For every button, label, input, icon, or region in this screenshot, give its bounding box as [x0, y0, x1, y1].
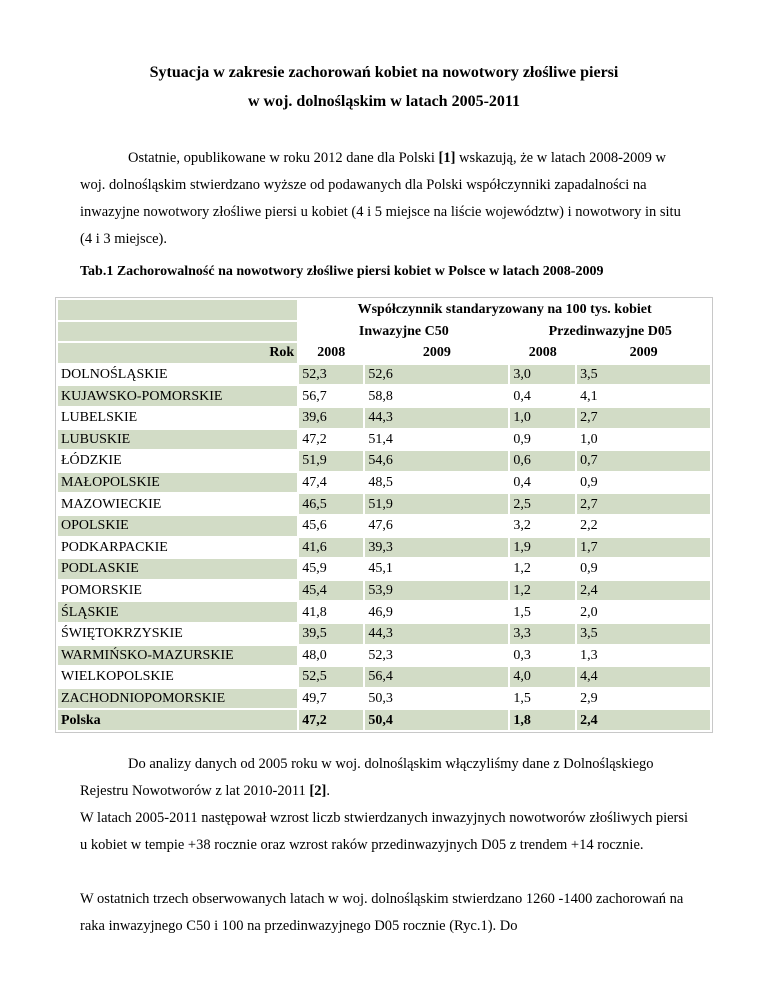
value-cell: 2,7 [577, 408, 710, 428]
value-cell: 49,7 [299, 689, 363, 709]
region-name: PODLASKIE [58, 559, 297, 579]
value-cell: 3,5 [577, 624, 710, 644]
value-cell: 53,9 [365, 581, 508, 601]
region-name: MAŁOPOLSKIE [58, 473, 297, 493]
value-cell: 46,5 [299, 494, 363, 514]
value-cell: 54,6 [365, 451, 508, 471]
value-cell: 2,5 [510, 494, 575, 514]
table-row [58, 689, 710, 709]
header-blank [58, 322, 297, 342]
value-cell: 1,0 [577, 430, 710, 450]
value-cell: 3,2 [510, 516, 575, 536]
analysis-text-end: . [326, 783, 330, 799]
table-row [58, 430, 710, 450]
trend-paragraph: W latach 2005-2011 następował wzrost liczb stwierdzanych inwazyjnych nowotworów złośliwych piersi u kobiet w tempie +38 rocznie oraz wzrost raków przedinwazyjnych D05 z trendem +14 rocznie. [80, 810, 689, 853]
value-cell: 51,9 [365, 494, 508, 514]
table-row [58, 494, 710, 514]
header-group-preinvasive: Przedinwazyjne D05 [510, 322, 710, 342]
value-cell: 48,5 [365, 473, 508, 493]
value-cell: 44,3 [365, 624, 508, 644]
value-cell: 2,4 [577, 710, 710, 730]
value-cell: 0,9 [577, 559, 710, 579]
value-cell: 39,3 [365, 538, 508, 558]
value-cell: 52,6 [365, 365, 508, 385]
region-name: ZACHODNIOPOMORSKIE [58, 689, 297, 709]
value-cell: 45,4 [299, 581, 363, 601]
value-cell: 4,4 [577, 667, 710, 687]
table-row-total [58, 710, 710, 730]
value-cell: 3,0 [510, 365, 575, 385]
value-cell: 0,6 [510, 451, 575, 471]
value-cell: 50,3 [365, 689, 508, 709]
value-cell: 47,2 [299, 710, 363, 730]
header-blank [58, 300, 297, 320]
value-cell: 2,0 [577, 602, 710, 622]
table-row [58, 624, 710, 644]
value-cell: 45,9 [299, 559, 363, 579]
value-cell: 50,4 [365, 710, 508, 730]
table-row [58, 559, 710, 579]
value-cell: 2,2 [577, 516, 710, 536]
value-cell: 45,1 [365, 559, 508, 579]
analysis-paragraph [80, 751, 690, 805]
value-cell: 47,2 [299, 430, 363, 450]
value-cell: 52,3 [299, 365, 363, 385]
region-name: DOLNOŚLĄSKIE [58, 365, 297, 385]
value-cell: 46,9 [365, 602, 508, 622]
region-name: ŚLĄSKIE [58, 602, 297, 622]
value-cell: 0,7 [577, 451, 710, 471]
value-cell: 56,4 [365, 667, 508, 687]
intro-paragraph [80, 145, 690, 253]
value-cell: 52,3 [365, 646, 508, 666]
value-cell: 2,7 [577, 494, 710, 514]
recent-years-paragraph: W ostatnich trzech obserwowanych latach w woj. dolnośląskim stwierdzano 1260 -1400 zachorowań na raka inwazyjnego C50 i 100 na przedinwazyjnego D05 rocznie (Ryc.1). Do [80, 891, 684, 934]
value-cell: 3,5 [577, 365, 710, 385]
value-cell: 1,0 [510, 408, 575, 428]
incidence-table [55, 297, 713, 733]
intro-text-cont: wskazują, że w latach 2008-2009 w woj. dolnośląskim stwierdzano wyższe od podawanych dla Polski współczynniki zapadalności na inwazyjne nowotwory złośliwe piersi u kobiet (4 i 5 miejsce na liście województw) i nowotwory in situ (4 i 3 miejsce). [80, 150, 681, 247]
region-name: KUJAWSKO-POMORSKIE [58, 386, 297, 406]
value-cell: 2,9 [577, 689, 710, 709]
value-cell: 0,9 [577, 473, 710, 493]
value-cell: 51,4 [365, 430, 508, 450]
value-cell: 4,1 [577, 386, 710, 406]
header-main: Współczynnik standaryzowany na 100 tys. kobiet [299, 300, 710, 320]
region-name: OPOLSKIE [58, 516, 297, 536]
region-name: WARMIŃSKO-MAZURSKIE [58, 646, 297, 666]
value-cell: 1,7 [577, 538, 710, 558]
header-rok: Rok [58, 343, 297, 363]
region-name: PODKARPACKIE [58, 538, 297, 558]
table-row [58, 516, 710, 536]
value-cell: 4,0 [510, 667, 575, 687]
region-name: ŚWIĘTOKRZYSKIE [58, 624, 297, 644]
page-subtitle: w woj. dolnośląskim w latach 2005-2011 [247, 93, 521, 110]
value-cell: 52,5 [299, 667, 363, 687]
reference-link-1[interactable]: [1] [438, 150, 456, 166]
value-cell: 1,5 [510, 602, 575, 622]
table-row [58, 473, 710, 493]
header-year: 2009 [365, 343, 508, 363]
table-row [58, 581, 710, 601]
table-row [58, 646, 710, 666]
value-cell: 0,9 [510, 430, 575, 450]
table-row [58, 386, 710, 406]
header-year: 2009 [577, 343, 710, 363]
table-row [58, 602, 710, 622]
value-cell: 56,7 [299, 386, 363, 406]
region-name: LUBELSKIE [58, 408, 297, 428]
region-name: WIELKOPOLSKIE [58, 667, 297, 687]
value-cell: 1,2 [510, 559, 575, 579]
value-cell: 47,6 [365, 516, 508, 536]
value-cell: 2,4 [577, 581, 710, 601]
value-cell: 39,6 [299, 408, 363, 428]
value-cell: 1,9 [510, 538, 575, 558]
value-cell: 44,3 [365, 408, 508, 428]
value-cell: 58,8 [365, 386, 508, 406]
reference-link-2[interactable]: [2] [309, 783, 327, 799]
table-row [58, 538, 710, 558]
header-group-invasive: Inwazyjne C50 [299, 322, 508, 342]
value-cell: 41,8 [299, 602, 363, 622]
intro-text: Ostatnie, opublikowane w roku 2012 dane dla Polski [128, 150, 439, 166]
page-title: Sytuacja w zakresie zachorowań kobiet na nowotwory złośliwe piersi [149, 64, 619, 81]
value-cell: 0,3 [510, 646, 575, 666]
region-name: MAZOWIECKIE [58, 494, 297, 514]
header-year: 2008 [510, 343, 575, 363]
header-year: 2008 [299, 343, 363, 363]
value-cell: 1,3 [577, 646, 710, 666]
value-cell: 48,0 [299, 646, 363, 666]
table-caption: Tab.1 Zachorowalność na nowotwory złośliwe piersi kobiet w Polsce w latach 2008-2009 [80, 264, 604, 279]
value-cell: 1,8 [510, 710, 575, 730]
table-row [58, 667, 710, 687]
region-name: LUBUSKIE [58, 430, 297, 450]
table-row [58, 451, 710, 471]
region-name: ŁÓDZKIE [58, 451, 297, 471]
value-cell: 1,5 [510, 689, 575, 709]
value-cell: 0,4 [510, 473, 575, 493]
value-cell: 3,3 [510, 624, 575, 644]
value-cell: 41,6 [299, 538, 363, 558]
value-cell: 1,2 [510, 581, 575, 601]
value-cell: 45,6 [299, 516, 363, 536]
value-cell: 39,5 [299, 624, 363, 644]
value-cell: 51,9 [299, 451, 363, 471]
region-name: Polska [58, 710, 297, 730]
table-row [58, 365, 710, 385]
table-row [58, 408, 710, 428]
analysis-text: Do analizy danych od 2005 roku w woj. dolnośląskim włączyliśmy dane z Dolnośląskiego Rejestru Nowotworów z lat 2010-2011 [80, 756, 654, 799]
value-cell: 47,4 [299, 473, 363, 493]
value-cell: 0,4 [510, 386, 575, 406]
region-name: POMORSKIE [58, 581, 297, 601]
